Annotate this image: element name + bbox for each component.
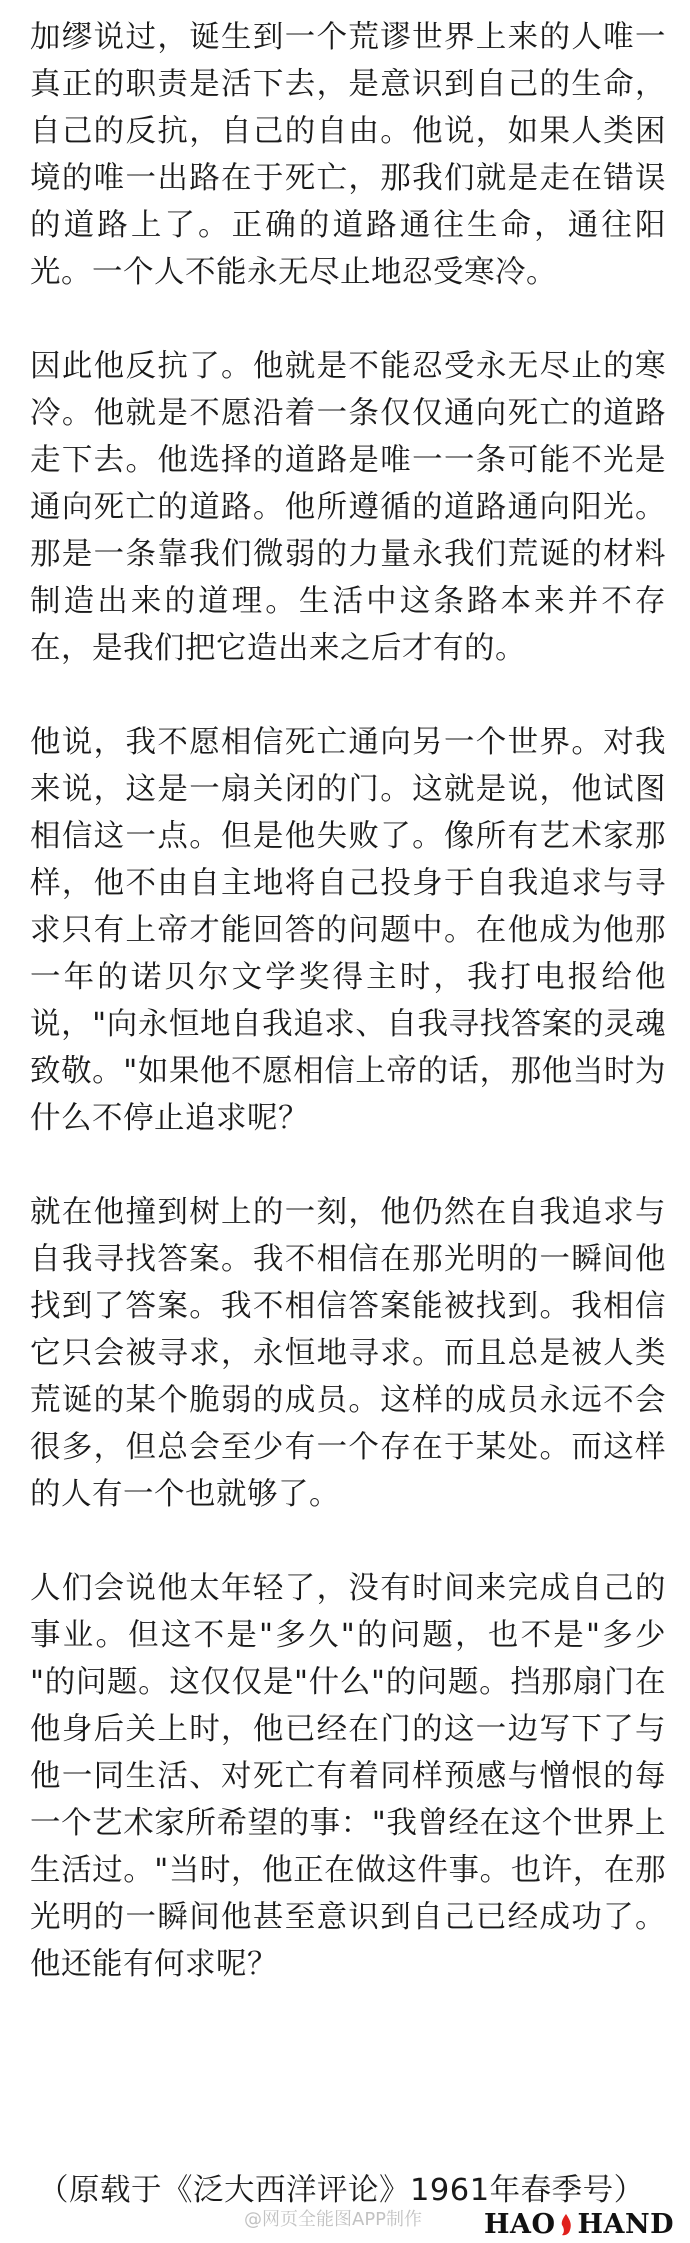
watermark-text: @网页全能图APP制作 [244, 2209, 423, 2230]
source-note: （原载于《泛大西洋评论》1961年春季号） [38, 2173, 645, 2208]
paragraph-5: 人们会说他太年轻了，没有时间来完成自己的事业。但这不是"多久"的问题，也不是"多少 "的问题。这仅仅是"什么"的问题。挡那扇门在他身后关上时，他已经在门的这一边写下了与他一同生活、对死亡有着同样预感与憎恨的每一个艺术家所希望的事："我曾经在这个世界上生活过。"当时，他正在做这件事。也许，在那光明的一瞬间他甚至意识到自己已经成功了。他还能有何求呢？ [30, 1571, 666, 1982]
logo-text-left: HAO [484, 2209, 556, 2240]
article-body [30, 14, 666, 2035]
flame-icon [559, 2213, 573, 2237]
paragraph-4: 就在他撞到树上的一刻，他仍然在自我追求与自我寻找答案。我不相信在那光明的一瞬间他找到了答案。我不相信答案能被找到。我相信它只会被寻求，永恒地寻求。而且总是被人类荒诞的某个脆弱的成员。这样的成员永远不会很多，但总会至少有一个存在于某处。而这样的人有一个也就够了。 [30, 1195, 666, 1512]
logo-text-right: HAND [577, 2209, 675, 2240]
brand-logo [484, 2206, 674, 2240]
paragraph-3: 他说，我不愿相信死亡通向另一个世界。对我来说，这是一扇关闭的门。这就是说，他试图相信这一点。但是他失败了。像所有艺术家那样，他不由自主地将自己投身于自我追求与寻求只有上帝才能回答的问题中。在他成为他那一年的诺贝尔文学奖得主时，我打电报给他说，"向永恒地自我追求、自我寻找答案的灵魂致敬。"如果他不愿相信上帝的话，那他当时为什么不停止追求呢？ [30, 725, 666, 1136]
paragraph-2: 因此他反抗了。他就是不能忍受永无尽止的寒冷。他就是不愿沿着一条仅仅通向死亡的道路走下去。他选择的道路是唯一一条可能不光是通向死亡的道路。他所遵循的道路通向阳光。那是一条靠我们微弱的力量永我们荒诞的材料制造出来的道理。生活中这条路本来并不存在，是我们把它造出来之后才有的。 [30, 349, 666, 666]
paragraph-1: 加缪说过，诞生到一个荒谬世界上来的人唯一真正的职责是活下去，是意识到自己的生命，自己的反抗，自己的自由。他说，如果人类困境的唯一出路在于死亡，那我们就是走在错误的道路上了。正确的道路通往生命，通往阳光。一个人不能永无尽止地忍受寒冷。 [30, 20, 666, 290]
